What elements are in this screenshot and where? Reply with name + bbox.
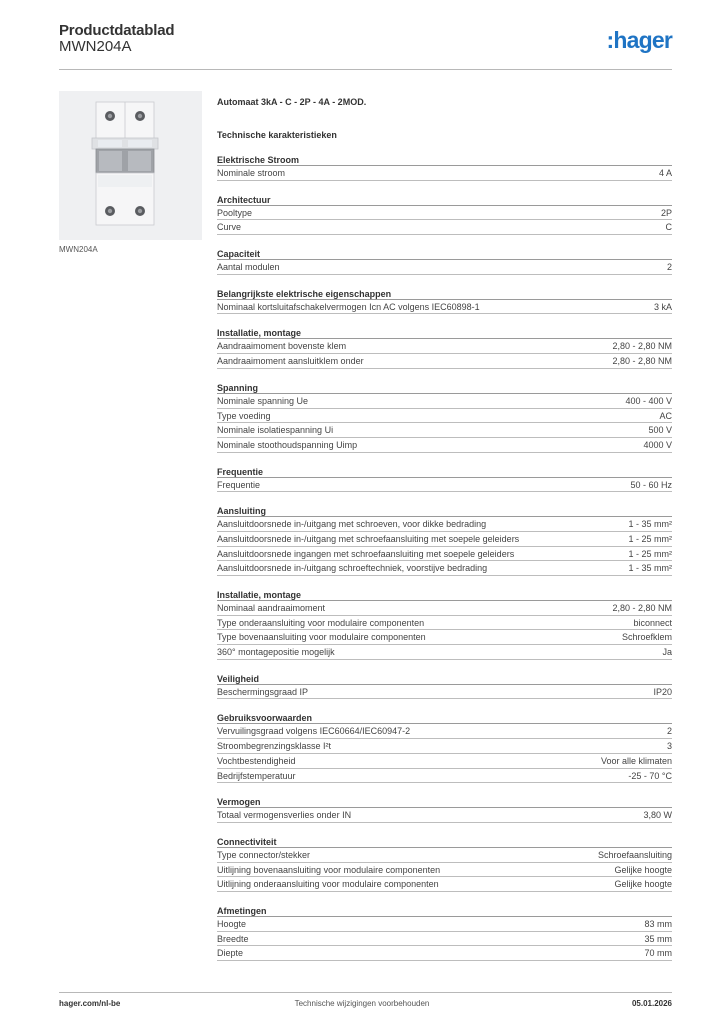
spec-value: AC bbox=[659, 410, 672, 421]
spec-row bbox=[217, 220, 672, 235]
spec-row bbox=[217, 601, 672, 616]
section-title: Spanning bbox=[217, 382, 672, 394]
spec-row bbox=[217, 409, 672, 424]
spec-row bbox=[217, 206, 672, 221]
spec-row bbox=[217, 645, 672, 660]
spec-section bbox=[217, 194, 672, 235]
spec-label: Nominale spanning Ue bbox=[217, 395, 309, 406]
spec-label: Nominaal aandraaimoment bbox=[217, 603, 326, 613]
header-divider bbox=[59, 69, 672, 70]
spec-label: Pooltype bbox=[217, 207, 253, 218]
spec-value: 70 mm bbox=[644, 948, 672, 959]
spec-value: 2,80 - 2,80 NM bbox=[612, 356, 672, 367]
spec-row bbox=[217, 260, 672, 275]
footer-disclaimer: Technische wijzigingen voorbehouden bbox=[294, 999, 430, 1008]
spec-section bbox=[217, 712, 672, 783]
spec-value: 3,80 W bbox=[643, 810, 672, 821]
spec-section bbox=[217, 382, 672, 453]
spec-label: Nominale stroom bbox=[217, 168, 286, 178]
spec-section bbox=[217, 154, 672, 181]
spec-label: 360° montagepositie mogelijk bbox=[217, 647, 335, 658]
spec-label: Type voeding bbox=[217, 410, 271, 421]
spec-section bbox=[217, 505, 672, 576]
spec-label: Stroombegrenzingsklasse I²t bbox=[217, 741, 332, 752]
section-title: Belangrijkste elektrische eigenschappen bbox=[217, 288, 672, 300]
spec-section bbox=[217, 589, 672, 660]
spec-row bbox=[217, 394, 672, 409]
spec-row bbox=[217, 561, 672, 576]
spec-value: 2,80 - 2,80 NM bbox=[612, 603, 672, 613]
spec-row bbox=[217, 478, 672, 493]
spec-value: 2,80 - 2,80 NM bbox=[612, 341, 672, 352]
section-title: Afmetingen bbox=[217, 905, 672, 917]
spec-label: Aansluitdoorsnede in-/uitgang met schroefaansluiting met soepele geleiders bbox=[217, 533, 520, 544]
spec-section bbox=[217, 673, 672, 700]
spec-row bbox=[217, 754, 672, 769]
footer-date: 05.01.2026 bbox=[631, 999, 672, 1008]
spec-value: 2 bbox=[666, 262, 672, 273]
spec-value: 83 mm bbox=[644, 918, 672, 929]
image-caption: MWN204A bbox=[59, 245, 98, 254]
spec-label: Nominale stoothoudspanning Uimp bbox=[217, 439, 358, 450]
footer-divider bbox=[59, 992, 672, 993]
spec-row bbox=[217, 166, 672, 181]
spec-row bbox=[217, 547, 672, 562]
spec-row bbox=[217, 630, 672, 645]
spec-section bbox=[217, 248, 672, 275]
spec-section bbox=[217, 905, 672, 961]
spec-value: -25 - 70 °C bbox=[628, 770, 672, 781]
section-title: Elektrische Stroom bbox=[217, 154, 672, 166]
spec-label: Breedte bbox=[217, 933, 249, 944]
spec-value: Schroefklem bbox=[621, 632, 672, 643]
spec-value: 4 A bbox=[658, 168, 672, 178]
spec-sections bbox=[217, 154, 672, 961]
spec-row bbox=[217, 739, 672, 754]
section-title: Frequentie bbox=[217, 466, 672, 478]
spec-row bbox=[217, 917, 672, 932]
spec-value: 4000 V bbox=[643, 439, 672, 450]
spec-row bbox=[217, 685, 672, 700]
spec-row bbox=[217, 517, 672, 532]
spec-value: Ja bbox=[662, 647, 672, 658]
spec-row bbox=[217, 848, 672, 863]
spec-value: Schroefaansluiting bbox=[597, 849, 672, 860]
spec-section bbox=[217, 466, 672, 493]
product-image bbox=[59, 91, 202, 240]
spec-row bbox=[217, 724, 672, 739]
spec-value: 1 - 25 mm² bbox=[628, 533, 672, 544]
spec-value: 1 - 35 mm² bbox=[628, 563, 672, 574]
spec-value: 1 - 35 mm² bbox=[628, 519, 672, 530]
spec-row bbox=[217, 946, 672, 961]
spec-value: biconnect bbox=[633, 617, 672, 628]
section-title: Aansluiting bbox=[217, 505, 672, 517]
spec-value: Gelijke hoogte bbox=[614, 864, 672, 875]
circuit-breaker-illustration bbox=[59, 91, 202, 240]
spec-row bbox=[217, 808, 672, 823]
spec-value: 3 kA bbox=[653, 301, 672, 312]
spec-label: Vervuilingsgraad volgens IEC60664/IEC60947-2 bbox=[217, 726, 411, 737]
spec-value: 400 - 400 V bbox=[625, 395, 672, 406]
spec-value: 35 mm bbox=[644, 933, 672, 944]
hager-logo: :hager bbox=[606, 27, 672, 53]
spec-row bbox=[217, 863, 672, 878]
spec-label: Curve bbox=[217, 222, 242, 233]
spec-value: Voor alle klimaten bbox=[600, 755, 672, 766]
section-title: Capaciteit bbox=[217, 248, 672, 260]
section-title: Installatie, montage bbox=[217, 589, 672, 601]
spec-value: 2P bbox=[660, 207, 672, 218]
spec-label: Uitlijning onderaansluiting voor modulaire componenten bbox=[217, 879, 439, 890]
section-title: Connectiviteit bbox=[217, 836, 672, 848]
spec-label: Type connector/stekker bbox=[217, 849, 311, 860]
spec-row bbox=[217, 423, 672, 438]
spec-label: Aansluitdoorsnede ingangen met schroefaansluiting met soepele geleiders bbox=[217, 548, 515, 559]
spec-label: Nominale isolatiespanning Ui bbox=[217, 425, 334, 436]
spec-label: Aandraaimoment aansluitklem onder bbox=[217, 356, 364, 367]
spec-label: Beschermingsgraad IP bbox=[217, 686, 309, 697]
spec-row bbox=[217, 769, 672, 784]
spec-label: Hoogte bbox=[217, 918, 247, 929]
section-title: Veiligheid bbox=[217, 673, 672, 685]
spec-label: Type bovenaansluiting voor modulaire componenten bbox=[217, 632, 426, 643]
spec-label: Totaal vermogensverlies onder IN bbox=[217, 810, 352, 821]
spec-section bbox=[217, 327, 672, 368]
spec-row bbox=[217, 339, 672, 354]
spec-label: Aandraaimoment bovenste klem bbox=[217, 341, 347, 352]
tech-heading: Technische karakteristieken bbox=[217, 130, 337, 140]
spec-label: Aantal modulen bbox=[217, 262, 280, 273]
spec-label: Aansluitdoorsnede in-/uitgang schroeftechniek, voorstijve bedrading bbox=[217, 563, 488, 574]
spec-row bbox=[217, 354, 672, 369]
product-code: MWN204A bbox=[59, 38, 132, 55]
spec-section bbox=[217, 288, 672, 315]
spec-row bbox=[217, 616, 672, 631]
spec-value: C bbox=[665, 222, 672, 233]
spec-row bbox=[217, 877, 672, 892]
spec-label: Vochtbestendigheid bbox=[217, 755, 296, 766]
spec-label: Aansluitdoorsnede in-/uitgang met schroeven, voor dikke bedrading bbox=[217, 519, 487, 530]
spec-section bbox=[217, 836, 672, 892]
spec-value: Gelijke hoogte bbox=[614, 879, 672, 890]
spec-row bbox=[217, 438, 672, 453]
section-title: Architectuur bbox=[217, 194, 672, 206]
spec-label: Diepte bbox=[217, 948, 244, 959]
spec-label: Nominaal kortsluitafschakelvermogen Icn AC volgens IEC60898-1 bbox=[217, 301, 480, 312]
spec-label: Uitlijning bovenaansluiting voor modulaire componenten bbox=[217, 864, 441, 875]
product-description: Automaat 3kA - C - 2P - 4A - 2MOD. bbox=[217, 97, 367, 107]
spec-section bbox=[217, 796, 672, 823]
section-title: Installatie, montage bbox=[217, 327, 672, 339]
spec-value: 50 - 60 Hz bbox=[630, 479, 672, 490]
spec-row bbox=[217, 932, 672, 947]
document-header bbox=[59, 22, 672, 70]
spec-value: 2 bbox=[666, 726, 672, 737]
section-title: Vermogen bbox=[217, 796, 672, 808]
spec-value: 3 bbox=[666, 741, 672, 752]
spec-value: IP20 bbox=[653, 686, 672, 697]
section-title: Gebruiksvoorwaarden bbox=[217, 712, 672, 724]
spec-label: Bedrijfstemperatuur bbox=[217, 770, 296, 781]
spec-value: 500 V bbox=[648, 425, 672, 436]
spec-label: Type onderaansluiting voor modulaire componenten bbox=[217, 617, 425, 628]
footer-website[interactable]: hager.com/nl-be bbox=[59, 999, 121, 1008]
spec-value: 1 - 25 mm² bbox=[628, 548, 672, 559]
spec-row bbox=[217, 532, 672, 547]
document-title: Productdatablad bbox=[59, 22, 175, 39]
spec-row bbox=[217, 300, 672, 315]
spec-content bbox=[217, 96, 672, 961]
spec-label: Frequentie bbox=[217, 479, 261, 490]
